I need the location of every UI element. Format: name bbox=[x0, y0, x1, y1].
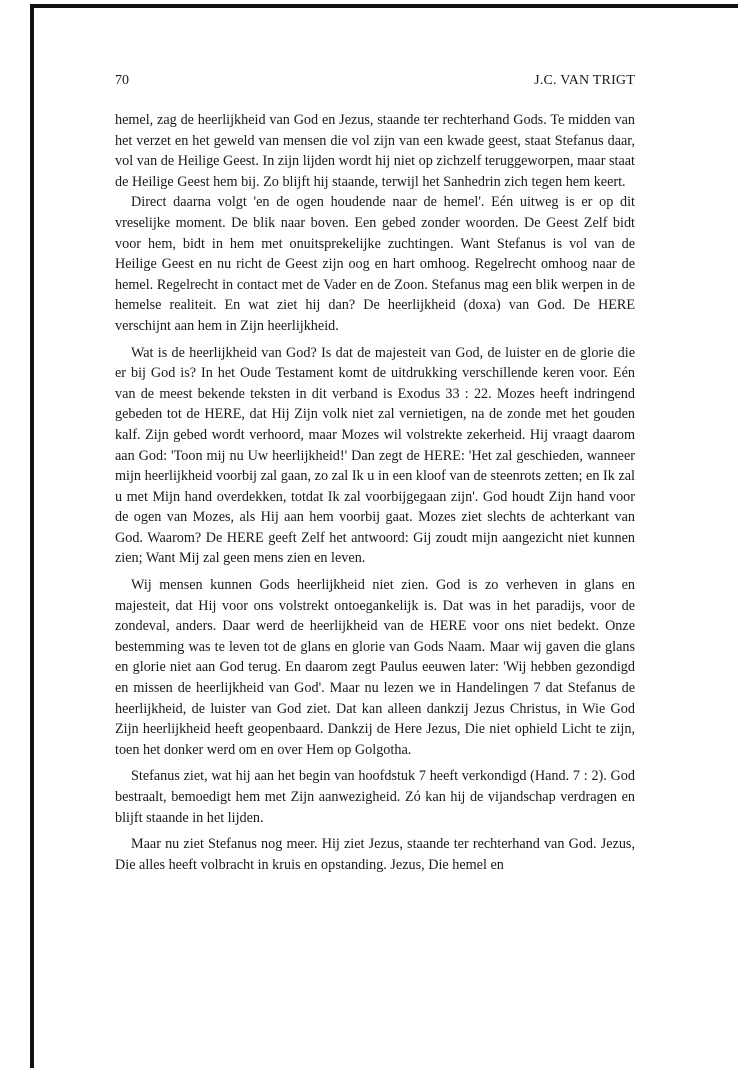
paragraph: Maar nu ziet Stefanus nog meer. Hij ziet Jezus, staande ter rechterhand van God. Jezus, Die alles heeft volbracht in kruis en opstanding. Jezus, Die hemel en bbox=[115, 836, 635, 873]
paragraph: Stefanus ziet, wat hij aan het begin van hoofdstuk 7 heeft verkondigd (Hand. 7 : 2). God bestraalt, bemoedigt hem met Zijn aanwezigheid. Zó kan hij de vijandschap verdragen en blijft staande in het lijden. bbox=[115, 768, 635, 826]
paragraph: hemel, zag de heerlijkheid van God en Jezus, staande ter rechterhand Gods. Te midden van het verzet en het geweld van mensen die vol zijn van een kwade geest, staat Stefanus daar, vol van de Heilige Geest. In zijn lijden wordt hij niet op zichzelf teruggeworpen, maar staat de Heilige Geest hem bij. Zo blijft hij staande, terwijl het Sanhedrin zich tegen hem keert. bbox=[115, 112, 635, 190]
scan-border-top bbox=[30, 4, 738, 8]
paragraph: Wij mensen kunnen Gods heerlijkheid niet zien. God is zo verheven in glans en majesteit, dat Hij voor ons volstrekt ontoegankelijk is. Dat was in het paradijs, voor de zondeval, anders. Daar werd de heerlijkheid van de HERE voor ons niet bedekt. Onze bestemming was te leven tot de glans en glorie van Gods Naam. Maar wij gaven die glans en glorie niet aan God terug. En daarom zegt Paulus eeuwen later: 'Wij hebben gezondigd en missen de heerlijkheid van God'. Maar nu lezen we in Handelingen 7 dat Stefanus de heerlijkheid, de luister van God ziet. Dat kan alleen dankzij Jezus Christus, in Wie God Zijn heerlijkheid heeft geopenbaard. Dankzij de Here Jezus, Die niet ophield Licht te zijn, toen het donker werd om en over Hem op Golgotha. bbox=[115, 577, 635, 758]
running-head: J.C. VAN TRIGT bbox=[534, 73, 635, 88]
paragraph: Wat is de heerlijkheid van God? Is dat de majesteit van God, de luister en de glorie die er bij God is? In het Oude Testament komt de uitdrukking verschillende keren voor. Eén van de meest bekende teksten in dit verband is Exodus 33 : 22. Mozes heeft indringend gebeden tot de HERE, dat Hij Zijn volk niet zal vernietigen, na de zonde met het gouden kalf. Zijn gebed wordt verhoord, maar Mozes wil volstrekte zekerheid. Hij vraagt daarom aan God: 'Toon mij nu Uw heerlijkheid!' Dan zegt de HERE: 'Het zal geschieden, wanneer mijn heerlijkheid voorbij zal gaan, zo zal Ik u in een kloof van de steenrots zetten; en Ik zal u met Mijn hand overdekken, totdat Ik zal voorbijgegaan zijn'. God houdt Zijn hand voor de ogen van Mozes, als Hij aan hem voorbij gaat. Mozes ziet slechts de achterkant van God. Waarom? De HERE geeft Zelf het antwoord: Gij zoudt mijn aangezicht niet kunnen zien; Want Mij zal geen mens zien en leven. bbox=[115, 344, 635, 567]
page-header bbox=[115, 73, 635, 93]
body-text bbox=[115, 110, 635, 875]
paragraph: Direct daarna volgt 'en de ogen houdende naar de hemel'. Eén uitweg is er op dit vreselijke moment. De blik naar boven. Een gebed zonder woorden. De Geest Zelf bidt voor hem, bidt in hem met onuitsprekelijke zuchtingen. Want Stefanus is vol van de Heilige Geest en nu richt de Geest zijn oog en hart omhoog. Regelrecht omhoog naar de hemel. Regelrecht in contact met de Vader en de Zoon. Stefanus mag een blik werpen in de hemelse realiteit. En wat ziet hij dan? De heerlijkheid (doxa) van God. De HERE verschijnt aan hem in Zijn heerlijkheid. bbox=[115, 194, 635, 334]
page-number: 70 bbox=[115, 73, 129, 88]
scan-border-left bbox=[30, 4, 34, 1068]
